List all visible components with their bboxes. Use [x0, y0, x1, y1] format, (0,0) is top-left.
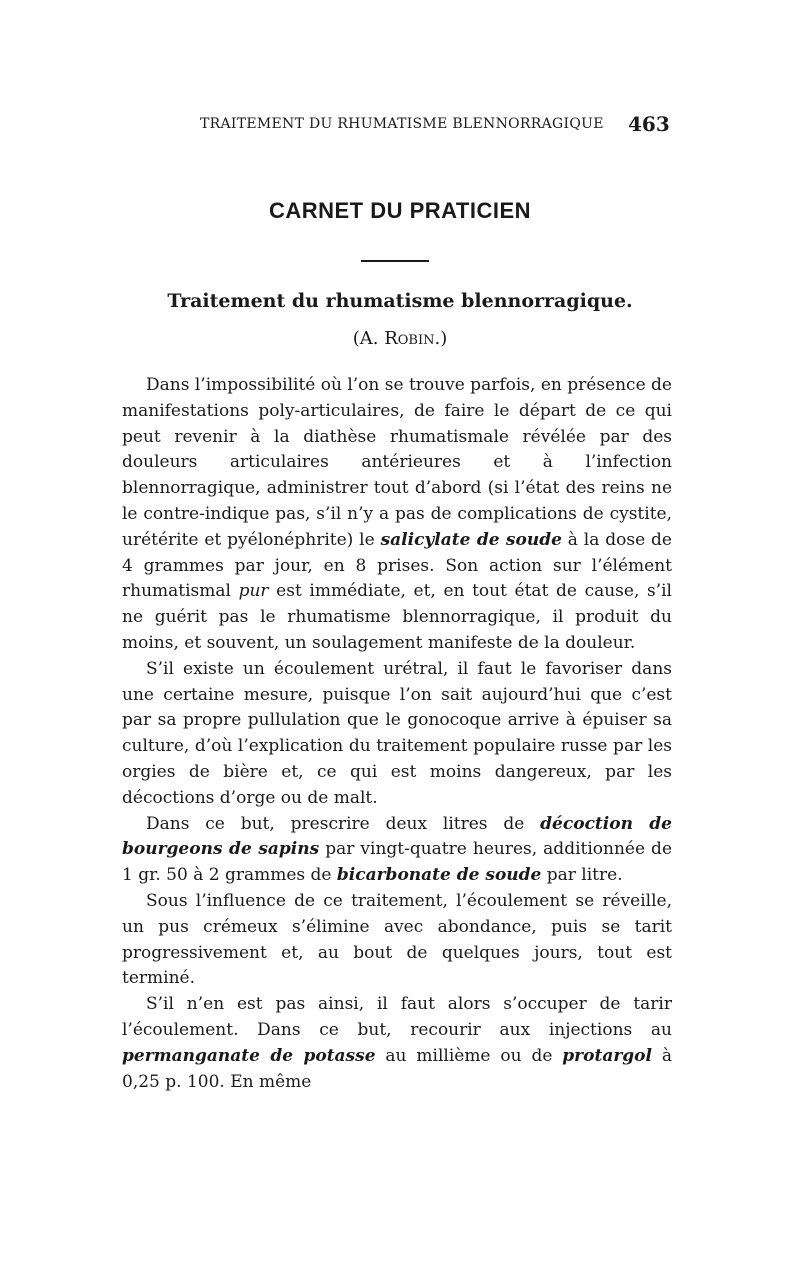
text-run: au millième ou de	[375, 1045, 563, 1066]
text-run: est immédiate, et, en tout état de cause, s’il ne guérit pas le rhumatisme blennorragique, il produit du moins, et souvent, un soulagement manifeste de la douleur.	[122, 581, 672, 653]
paragraph	[122, 889, 672, 992]
drug-name: salicylate de soude	[380, 529, 562, 550]
text-run: Dans l’impossibilité où l’on se trouve parfois, en présence de manifestations poly-articulaires, de faire le départ de ce qui peut revenir à la diathèse rhumatismale révélée par des douleurs articulaires antérieures et à l’infection blennorragique, administrer tout d’abord (si l’état des reins ne le contre-indique pas, s’il n’y a pas de complications de cystite, urétérite et pyélonéphrite) le	[122, 375, 672, 550]
body-text	[122, 373, 672, 1095]
text-run: S’il n’en est pas ainsi, il faut alors s’occuper de tarir l’écoulement. Dans ce but, recourir aux injections au	[122, 994, 672, 1040]
page-number: 463	[628, 112, 670, 136]
text-run: Dans ce but, prescrire deux litres de	[146, 813, 541, 834]
section-title: CARNET DU PRATICIEN	[268, 198, 532, 223]
paragraph	[122, 812, 672, 889]
drug-name: décoction de bourgeons de sapins	[122, 813, 672, 860]
drug-name: bicarbonate de soude	[336, 865, 542, 886]
article-author	[0, 328, 800, 349]
text-run: à 0,25 p. 100. En même	[122, 1045, 673, 1092]
paragraph	[122, 657, 672, 812]
paragraph	[122, 373, 672, 657]
text-run: à la dose de 4 grammes par jour, en 8 prises. Son action sur l’élément rhumatismal	[122, 529, 672, 602]
running-head: TRAITEMENT DU RHUMATISME BLENNORRAGIQUE	[200, 116, 604, 132]
article-title: Traitement du rhumatisme blennorragique.	[167, 290, 633, 312]
text-run: S’il existe un écoulement urétral, il faut le favoriser dans une certaine mesure, puisque l’on sait aujourd’hui que c’est par sa propre pullulation que le gonocoque arrive à épuiser sa culture, d’où l’explication du traitement populaire russe par les orgies de bière et, ce qui est moins dangereux, par les décoctions d’orge ou de malt.	[122, 658, 672, 808]
text-run: par vingt-quatre heures, additionnée de 1 gr. 50 à 2 grammes de	[122, 839, 673, 886]
author-name: Robin	[384, 328, 435, 349]
drug-name: protargol	[562, 1045, 652, 1066]
text-run: Sous l’influence de ce traitement, l’écoulement se réveille, un pus crémeux s’élimine avec abondance, puis se tarit progressivement et, au bout de quelques jours, tout est terminé.	[122, 890, 672, 989]
drug-name: permanganate de potasse	[122, 1045, 376, 1066]
title-rule	[361, 260, 429, 262]
paragraph	[122, 992, 672, 1095]
author-close: .)	[434, 328, 448, 349]
text-run: par litre.	[541, 865, 623, 886]
author-open: (A.	[352, 328, 385, 349]
emphasis: pur	[238, 581, 269, 602]
